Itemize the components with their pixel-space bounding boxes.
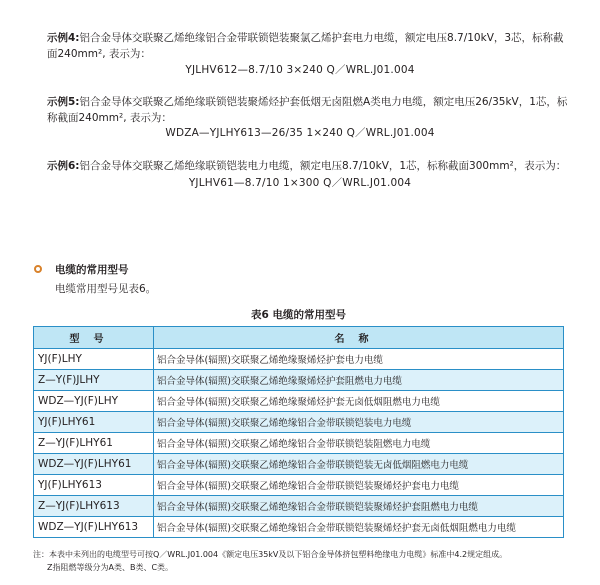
example-model-code: WDZA—YJLHY613—26/35 1×240 Q／WRL.J01.004 (165, 127, 435, 139)
model-cell: WDZ—YJ(F)LHY613 (34, 517, 154, 538)
model-cell: Z—YJ(F)LHY61 (34, 433, 154, 454)
name-cell: 铝合金导体(辐照)交联聚乙烯绝缘铝合金带联锁铠装阻燃电力电缆 (154, 433, 564, 454)
section-subtitle: 电缆常用型号见表6。 (55, 283, 157, 295)
table-row (34, 433, 564, 454)
name-cell: 铝合金导体(辐照)交联聚乙烯绝缘铝合金带联锁铠装聚烯烃护套阻燃电力电缆 (154, 496, 564, 517)
name-cell: 铝合金导体(辐照)交联聚乙烯绝缘铝合金带联锁铠装电力电缆 (154, 412, 564, 433)
name-cell: 铝合金导体(辐照)交联聚乙烯绝缘铝合金带联锁铠装无卤低烟阻燃电力电缆 (154, 454, 564, 475)
table-row (34, 349, 564, 370)
table-row (34, 517, 564, 538)
example-text-cont: 面240mm², 表示为： (47, 48, 151, 60)
column-header-name: 名称 (154, 327, 564, 349)
model-cell: YJ(F)LHY (34, 349, 154, 370)
example-6 (47, 158, 577, 174)
table-row (34, 454, 564, 475)
example-text: 铝合金导体交联聚乙烯绝缘联锁铠装聚烯烃护套低烟无卤阻燃A类电力电缆，额定电压26/35kV，1芯，标 (79, 96, 568, 108)
table-row (34, 475, 564, 496)
table-row (34, 412, 564, 433)
example-5 (47, 94, 567, 126)
example-text: 铝合金导体交联聚乙烯绝缘联锁铠装电力电缆，额定电压8.7/10kV，1芯，标称截面300mm²，表示为： (79, 160, 567, 172)
example-text-cont: 称截面240mm², 表示为： (47, 112, 172, 124)
name-cell: 铝合金导体(辐照)交联聚乙烯绝缘聚烯烃护套无卤低烟阻燃电力电缆 (154, 391, 564, 412)
name-cell: 铝合金导体(辐照)交联聚乙烯绝缘聚烯烃护套阻燃电力电缆 (154, 370, 564, 391)
model-cell: Z—Y(F)JLHY (34, 370, 154, 391)
table-caption: 表6 电缆的常用型号 (251, 309, 346, 321)
bullet-icon (34, 265, 42, 273)
model-cell: YJ(F)LHY61 (34, 412, 154, 433)
example-text: 铝合金导体交联聚乙烯绝缘铝合金带联锁铠装聚氯乙烯护套电力电缆，额定电压8.7/10kV，3芯，标称截 (79, 32, 564, 44)
example-label: 示例5: (47, 96, 80, 108)
name-cell: 铝合金导体(辐照)交联聚乙烯绝缘铝合金带联锁铠装聚烯烃护套电力电缆 (154, 475, 564, 496)
example-label: 示例4: (47, 32, 80, 44)
name-cell: 铝合金导体(辐照)交联聚乙烯绝缘聚烯烃护套电力电缆 (154, 349, 564, 370)
section-title: 电缆的常用型号 (55, 264, 129, 276)
name-cell: 铝合金导体(辐照)交联聚乙烯绝缘铝合金带联锁铠装聚烯烃护套无卤低烟阻燃电力电缆 (154, 517, 564, 538)
cable-model-table (33, 326, 564, 538)
example-model-code: YJLHV61—8.7/10 1×300 Q／WRL.J01.004 (188, 177, 412, 189)
model-cell: YJ(F)LHY613 (34, 475, 154, 496)
note-line: 注：本表中未列出的电缆型号可按Q／WRL.J01.004《额定电压35kV及以下铝合金导体挤包塑料绝缘电力电缆》标准中4.2规定组成。 (33, 550, 508, 559)
example-label: 示例6: (47, 160, 80, 172)
column-header-model: 型号 (34, 327, 154, 349)
table-row (34, 370, 564, 391)
model-cell: Z—YJ(F)LHY613 (34, 496, 154, 517)
table-header-row (34, 327, 564, 349)
model-cell: WDZ—YJ(F)LHY (34, 391, 154, 412)
table-note (33, 548, 593, 574)
table-row (34, 391, 564, 412)
table-row (34, 496, 564, 517)
example-4 (47, 30, 567, 62)
model-cell: WDZ—YJ(F)LHY61 (34, 454, 154, 475)
example-model-code: YJLHV612—8.7/10 3×240 Q／WRL.J01.004 (185, 64, 415, 76)
note-line: Z指阻燃等级分为A类、B类、C类。 (47, 563, 174, 572)
